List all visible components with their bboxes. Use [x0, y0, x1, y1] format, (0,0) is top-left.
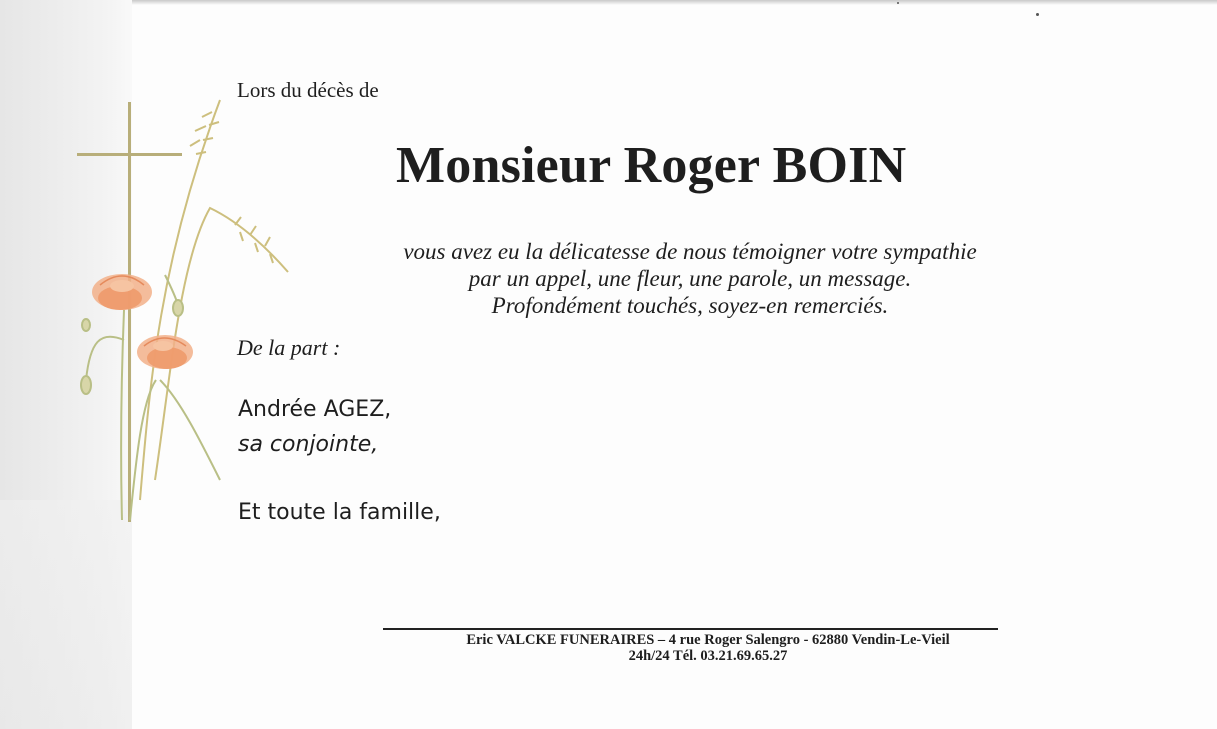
scan-edge: [0, 0, 1217, 5]
family-member-relation: sa conjointe,: [238, 432, 379, 457]
thank-you-message: [330, 238, 1050, 319]
funeral-home-phone: 24h/24 Tél. 03.21.69.65.27: [628, 648, 788, 664]
funeral-home-address: Eric VALCKE FUNERAIRES – 4 rue Roger Salengro - 62880 Vendin-Le-Vieil: [466, 632, 950, 648]
message-line: Profondément touchés, soyez-en remerciés.: [491, 293, 889, 318]
funeral-home-footer: [383, 632, 1033, 664]
whole-family: Et toute la famille,: [238, 500, 441, 525]
poppy-icon: [137, 335, 193, 369]
scan-speck: [897, 2, 899, 4]
floral-cross-illustration: [60, 80, 320, 540]
message-line: vous avez eu la délicatesse de nous témoigner votre sympathie: [403, 239, 977, 264]
poppy-icon: [92, 274, 152, 310]
message-line: par un appel, une fleur, une parole, un message.: [468, 266, 912, 291]
deceased-name: Monsieur Roger BOIN: [396, 137, 907, 194]
cross-icon: [77, 102, 182, 522]
intro-text: Lors du décès de: [237, 78, 379, 102]
scan-speck: [1036, 13, 1039, 16]
family-member-name: Andrée AGEZ,: [238, 397, 392, 422]
footer-divider: [383, 628, 998, 630]
from-label: De la part :: [237, 335, 341, 360]
